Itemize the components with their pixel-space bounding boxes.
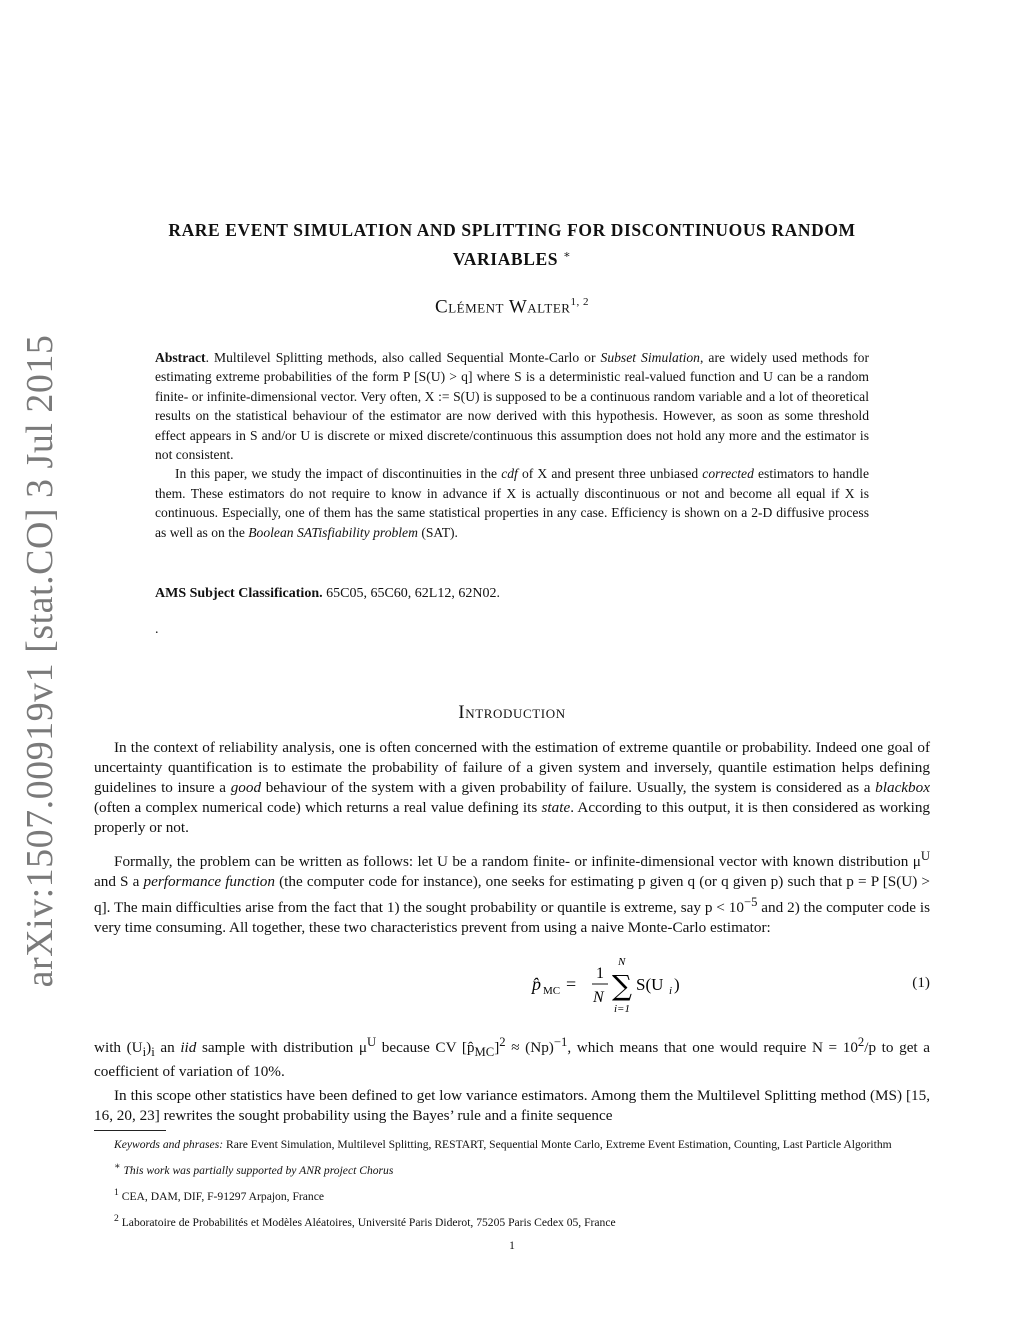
superscript: −5	[743, 895, 758, 910]
intro-paragraph-2	[94, 846, 930, 938]
abstract-text: . Multilevel Splitting methods, also called Sequential Monte-Carlo or	[205, 350, 601, 365]
abstract-emphasis: cdf	[501, 466, 518, 482]
body-emphasis: performance function	[143, 873, 275, 891]
body-text: (often a complex numerical code) which returns a real value defining its	[94, 799, 542, 816]
arxiv-side-stamp: arXiv:1507.00919v1 [stat.CO] 3 Jul 2015	[19, 334, 61, 988]
body-text: /p to get a coefficient of variation of 10%.	[94, 1039, 930, 1081]
ams-codes: 65C05, 65C60, 62L12, 62N02.	[322, 586, 500, 601]
intro-paragraph-1	[94, 738, 930, 838]
ams-label: AMS Subject Classification.	[155, 586, 323, 601]
abstract-emphasis: corrected	[702, 466, 754, 482]
subscript: i	[151, 1045, 155, 1060]
superscript: 2	[857, 1035, 865, 1049]
body-emphasis: blackbox	[875, 779, 930, 796]
abstract-label: Abstract	[155, 350, 206, 365]
equals-sign: =	[566, 974, 577, 994]
sum-term: S(U	[636, 975, 664, 994]
abstract-paragraph-1	[155, 348, 869, 464]
body-text: )	[146, 1039, 152, 1057]
estimator-symbol: p̂	[532, 974, 541, 994]
abstract-text: (SAT).	[417, 524, 458, 540]
abstract-block	[155, 348, 869, 542]
monte-carlo-estimator-formula	[530, 952, 730, 1016]
footnotes	[114, 1137, 930, 1231]
fraction-numerator: 1	[596, 965, 604, 982]
paper-title	[100, 218, 924, 272]
funding-text: This work was partially supported by ANR project Chorus	[120, 1163, 394, 1177]
estimator-subscript: MC	[543, 985, 561, 997]
footnote-funding	[114, 1159, 930, 1179]
footnote-affiliation-2	[114, 1211, 930, 1231]
equation-1	[94, 952, 930, 1016]
abstract-text: estimators to handle them. These estimators do not require to know in advance if X is actually discontinuous or not and become all equal if X is continuous. Especially, one of them has the same statistical properties in any case. Efficiency is shown on a 2-D diffusive process as well as on the	[155, 466, 869, 540]
subscript: MC	[474, 1045, 495, 1060]
superscript: 2	[499, 1035, 506, 1049]
intro-text-top	[94, 738, 930, 938]
abstract-emphasis: Boolean SATisfiability problem	[248, 524, 418, 540]
footnote-mark: 1	[114, 1186, 119, 1198]
body-text: an	[154, 1039, 181, 1057]
footnote-affiliation-1	[114, 1185, 930, 1205]
footnote-keywords	[114, 1137, 930, 1153]
abstract-paragraph-2	[155, 464, 869, 542]
abstract-text: , are widely used methods for estimating extreme probabilities of the form P [S(U) > q] where S is a deterministic real-valued function and U can be a random finite- or infinite-dimensional vector. Very often, X := S(U) is supposed to be a continuous random variable and a lot of theoretical results on the statistical behaviour of the estimator are now derived with this hypothesis. However, as soon as some threshold effect appears in S and/or U is discrete or mixed discrete/continuous this assumption does not hold any more and the estimator is not consistent.	[155, 350, 869, 463]
sum-term-subscript: i	[669, 985, 673, 997]
body-emphasis: good	[230, 779, 262, 796]
body-text: (the computer code for instance), one seeks for estimating p given q (or q given p) such that p = P [S(U) > q]. The main difficulties arise from the fact that 1) the sought probability or quantile is extreme, say p < 10	[94, 873, 930, 917]
body-text: . According to this output, it is then considered as working properly or not.	[94, 799, 931, 836]
body-text: with (U	[94, 1039, 143, 1057]
body-text: Formally, the problem can be written as follows: let U be a random finite- or infinite-dimensional vector with known distribution μ	[114, 853, 921, 871]
intro-text-bottom	[94, 1032, 930, 1126]
body-text: ]	[494, 1039, 500, 1057]
body-text: and 2) the computer code is very time consuming. All together, these two characteristics prevent from using a naive Monte-Carlo estimator:	[94, 899, 930, 937]
title-footnote-mark: ∗	[563, 249, 572, 261]
superscript: −1	[553, 1035, 568, 1049]
sum-upper-limit: N	[618, 956, 626, 968]
body-emphasis: state	[541, 799, 571, 816]
footnote-separator	[94, 1130, 166, 1131]
abstract-text: In this paper, we study the impact of discontinuities in the	[175, 466, 502, 482]
page-number: 1	[509, 1240, 515, 1252]
body-text: , which means that one would require N = 10	[567, 1039, 858, 1057]
stray-dot: .	[155, 622, 159, 637]
footnote-mark: ∗	[114, 1161, 121, 1172]
body-text: because CV [p̂	[376, 1039, 475, 1057]
body-text: In the context of reliability analysis, one is often concerned with the estimation of extreme quantile or probability. Indeed one goal of uncertainty quantification is to estimate the probability of failure of a given system and inversely, quantile estimation helps defining guidelines to insure a	[94, 739, 930, 796]
author-affiliation-marks: 1, 2	[570, 296, 589, 308]
sum-lower-limit: i=1	[614, 1003, 630, 1015]
affiliation-text: CEA, DAM, DIF, F-91297 Arpajon, France	[118, 1189, 324, 1203]
body-text: ≈ (Np)	[505, 1039, 554, 1057]
keywords-label: Keywords and phrases:	[114, 1138, 224, 1151]
section-heading-introduction: Introduction	[458, 702, 566, 723]
intro-paragraph-3	[94, 1032, 930, 1082]
sum-term-close: )	[674, 975, 680, 994]
fraction-denominator: N	[593, 989, 604, 1006]
body-emphasis: iid	[180, 1039, 197, 1057]
author-name: Clément Walter	[435, 296, 571, 318]
affiliation-text: Laboratoire de Probabilités et Modèles Aléatoires, Université Paris Diderot, 75205 Paris Cedex 05, France	[118, 1215, 616, 1229]
summation-sign: ∑	[612, 969, 632, 1002]
intro-paragraph-4: In this scope other statistics have been defined to get low variance estimators. Among them the Multilevel Splitting method (MS) [15, 16, 20, 23] rewrites the sought probability using the Bayes’ rule and a finite sequence	[94, 1087, 930, 1125]
abstract-text: of X and present three unbiased	[517, 466, 703, 482]
ams-classification	[155, 586, 869, 602]
body-text: and S a	[94, 873, 144, 891]
superscript: U	[367, 1035, 377, 1049]
keywords-text: Rare Event Simulation, Multilevel Splitting, RESTART, Sequential Monte Carlo, Extreme Event Estimation, Counting, Last Particle Algorithm	[223, 1138, 892, 1151]
superscript: U	[920, 849, 930, 863]
equation-number: (1)	[912, 974, 930, 991]
body-text: sample with distribution μ	[196, 1039, 368, 1057]
abstract-emphasis: Subset Simulation	[600, 350, 700, 365]
title-line-1: RARE EVENT SIMULATION AND SPLITTING FOR DISCONTINUOUS RANDOM	[168, 220, 856, 240]
subscript: i	[142, 1045, 147, 1060]
title-line-2: VARIABLES	[452, 248, 559, 269]
body-text: behaviour of the system with a given probability of failure. Usually, the system is considered as a	[261, 779, 876, 796]
footnote-mark: 2	[114, 1212, 119, 1224]
author-line	[100, 296, 924, 318]
